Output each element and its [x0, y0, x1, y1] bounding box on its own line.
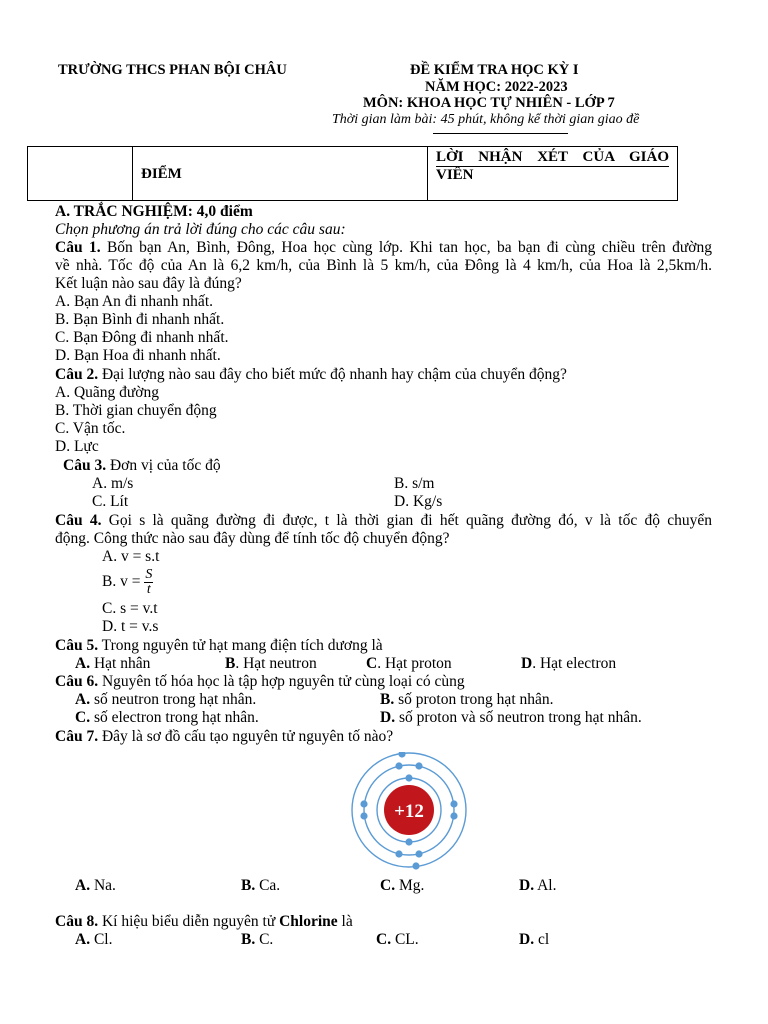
comment-label-line1: LỜI NHẬN XÉT CỦA GIÁO: [436, 149, 669, 165]
option-letter: D.: [519, 877, 535, 894]
option-letter: D.: [380, 709, 396, 726]
q7-option-b: [241, 877, 280, 895]
option-letter: A.: [75, 691, 91, 708]
question-8-label: Câu 8.: [55, 913, 99, 930]
question-4-line2: động. Công thức nào sau đây dùng để tính tốc độ chuyển động?: [55, 530, 450, 547]
comment-label-line2: VIÊN: [436, 167, 474, 183]
option-text: C.: [255, 931, 274, 948]
q8-option-d: [519, 931, 549, 949]
q6-option-c: [75, 709, 259, 727]
question-3-label: Câu 3.: [63, 457, 107, 474]
exam-title: ĐỀ KIỂM TRA HỌC KỲ I: [410, 62, 579, 78]
question-5: [55, 637, 383, 655]
option-letter: A.: [75, 931, 91, 948]
school-name: TRƯỜNG THCS PHAN BỘI CHÂU: [58, 62, 287, 78]
q2-option-b: B. Thời gian chuyển động: [55, 402, 217, 419]
q4-option-d: D. t = v.s: [102, 618, 159, 635]
q1-option-c: C. Bạn Đông đi nhanh nhất.: [55, 329, 229, 346]
electron: [360, 812, 367, 819]
q8-option-b: [241, 931, 273, 949]
electron: [405, 774, 412, 781]
option-text: số proton trong hạt nhân.: [394, 691, 554, 708]
option-text: Mg.: [395, 877, 425, 894]
electron: [415, 850, 422, 857]
q4-option-b-prefix: B. v =: [102, 573, 145, 590]
option-text: số proton và số neutron trong hạt nhân.: [395, 709, 642, 726]
option-letter: C.: [75, 709, 91, 726]
nucleus-charge: +12: [394, 801, 424, 822]
option-letter: B.: [380, 691, 395, 708]
atom-diagram: [340, 752, 480, 870]
subject-line: MÔN: KHOA HỌC TỰ NHIÊN - LỚP 7: [363, 95, 615, 111]
q1-option-d: D. Bạn Hoa đi nhanh nhất.: [55, 347, 221, 364]
q4-option-b: [102, 566, 153, 598]
option-text: CL.: [391, 931, 419, 948]
question-7: [55, 728, 393, 746]
q4-option-a: A. v = s.t: [102, 548, 160, 565]
electron: [398, 752, 405, 758]
section-a-title: A. TRẮC NGHIỆM: 4,0 điểm: [55, 203, 253, 220]
question-2-label: Câu 2.: [55, 366, 99, 383]
q7-option-a: [75, 877, 116, 895]
section-a-instruction: Chọn phương án trả lời đúng cho các câu sau:: [55, 221, 346, 238]
q3-option-d: D. Kg/s: [394, 493, 443, 510]
header-divider: [433, 133, 568, 134]
q6-option-d: [380, 709, 642, 727]
q6-option-a: [75, 691, 256, 709]
q6-option-b: [380, 691, 554, 709]
fraction-numerator: S: [145, 566, 153, 582]
option-text: . Hạt electron: [532, 655, 617, 672]
school-year: NĂM HỌC: 2022-2023: [425, 79, 568, 95]
q1-option-a: A. Bạn An đi nhanh nhất.: [55, 293, 213, 310]
q1-option-b: B. Bạn Bình đi nhanh nhất.: [55, 311, 225, 328]
option-letter: C.: [376, 931, 392, 948]
option-text: Hạt nhân: [90, 655, 151, 672]
option-letter: D.: [519, 931, 535, 948]
electron: [395, 850, 402, 857]
q2-option-c: C. Vận tốc.: [55, 420, 126, 437]
question-1-line3: Kết luận nào sau đây là đúng?: [55, 275, 242, 292]
option-letter: C.: [380, 877, 396, 894]
question-5-label: Câu 5.: [55, 637, 99, 654]
score-table: [27, 146, 678, 201]
option-letter: B: [225, 655, 236, 672]
option-letter: B.: [241, 877, 256, 894]
option-letter: A.: [75, 655, 91, 672]
option-text: Al.: [534, 877, 557, 894]
q5-option-c: [366, 655, 452, 673]
electron: [360, 800, 367, 807]
q7-option-c: [380, 877, 424, 895]
question-6-label: Câu 6.: [55, 673, 99, 690]
q2-option-d: D. Lực: [55, 438, 99, 455]
option-text: Ca.: [255, 877, 281, 894]
question-2-text: Đại lượng nào sau đây cho biết mức độ nhanh hay chậm của chuyển động?: [98, 366, 567, 383]
option-text: cl: [534, 931, 550, 948]
q5-option-b: [225, 655, 317, 673]
question-1-line1: [55, 239, 712, 257]
question-7-text: Đây là sơ đồ cấu tạo nguyên tử nguyên tố nào?: [98, 728, 394, 745]
question-1-line2: về nhà. Tốc độ của An là 6,2 km/h, của Bình là 5 km/h, của Đông là 4 km/h, của Hoa là 2,5km/h.: [55, 257, 712, 274]
option-letter: B.: [241, 931, 256, 948]
question-4-line1: [55, 512, 712, 530]
score-cell: [133, 147, 428, 201]
q4-option-c: C. s = v.t: [102, 600, 158, 617]
q4-fraction: [144, 568, 153, 597]
question-1-label: Câu 1.: [55, 239, 101, 256]
q8-option-c: [376, 931, 419, 949]
question-7-label: Câu 7.: [55, 728, 99, 745]
question-3-text: Đơn vị của tốc độ: [106, 457, 221, 474]
electron: [450, 812, 457, 819]
question-8-tail: là: [337, 913, 353, 930]
electron: [412, 862, 419, 869]
question-6: [55, 673, 465, 691]
electron: [405, 838, 412, 845]
electron: [415, 762, 422, 769]
question-8-keyword: Chlorine: [279, 913, 338, 930]
option-text: Cl.: [90, 931, 113, 948]
q7-option-d: [519, 877, 556, 895]
q5-option-a: [75, 655, 150, 673]
blank-cell: [28, 147, 133, 201]
option-text: . Hạt proton: [377, 655, 452, 672]
q3-option-b: B. s/m: [394, 475, 435, 492]
electron: [450, 800, 457, 807]
option-text: số neutron trong hạt nhân.: [90, 691, 257, 708]
option-letter: D: [521, 655, 533, 672]
question-3: [63, 457, 221, 475]
score-label: ĐIỂM: [141, 165, 182, 182]
question-5-text: Trong nguyên tử hạt mang điện tích dương là: [98, 637, 383, 654]
fraction-denominator: t: [146, 581, 151, 597]
option-text: số electron trong hạt nhân.: [90, 709, 259, 726]
question-8: [55, 913, 353, 931]
option-letter: A.: [75, 877, 91, 894]
q3-option-a: A. m/s: [92, 475, 134, 492]
q2-option-a: A. Quãng đường: [55, 384, 159, 401]
teacher-comment-cell: [428, 147, 678, 201]
question-4-label: Câu 4.: [55, 512, 102, 529]
q3-option-c: C. Lít: [92, 493, 129, 510]
option-letter: C: [366, 655, 378, 672]
option-text: Na.: [90, 877, 116, 894]
q5-option-d: [521, 655, 616, 673]
question-2: [55, 366, 567, 384]
question-6-text: Nguyên tố hóa học là tập hợp nguyên tử cùng loại có cùng: [98, 673, 465, 690]
option-text: . Hạt neutron: [235, 655, 317, 672]
exam-duration: Thời gian làm bài: 45 phút, không kể thời gian giao đề: [332, 112, 640, 127]
question-1-text: Bốn bạn An, Bình, Đông, Hoa học cùng lớp. Khi tan học, ba bạn đi cùng chiều trên đường: [100, 239, 712, 256]
q8-option-a: [75, 931, 112, 949]
electron: [395, 762, 402, 769]
question-8-text: Kí hiệu biểu diễn nguyên tử: [98, 913, 280, 930]
question-4-text: Gọi s là quãng đường đi được, t là thời gian đi hết quãng đường đó, v là tốc độ chuyển: [101, 512, 712, 529]
